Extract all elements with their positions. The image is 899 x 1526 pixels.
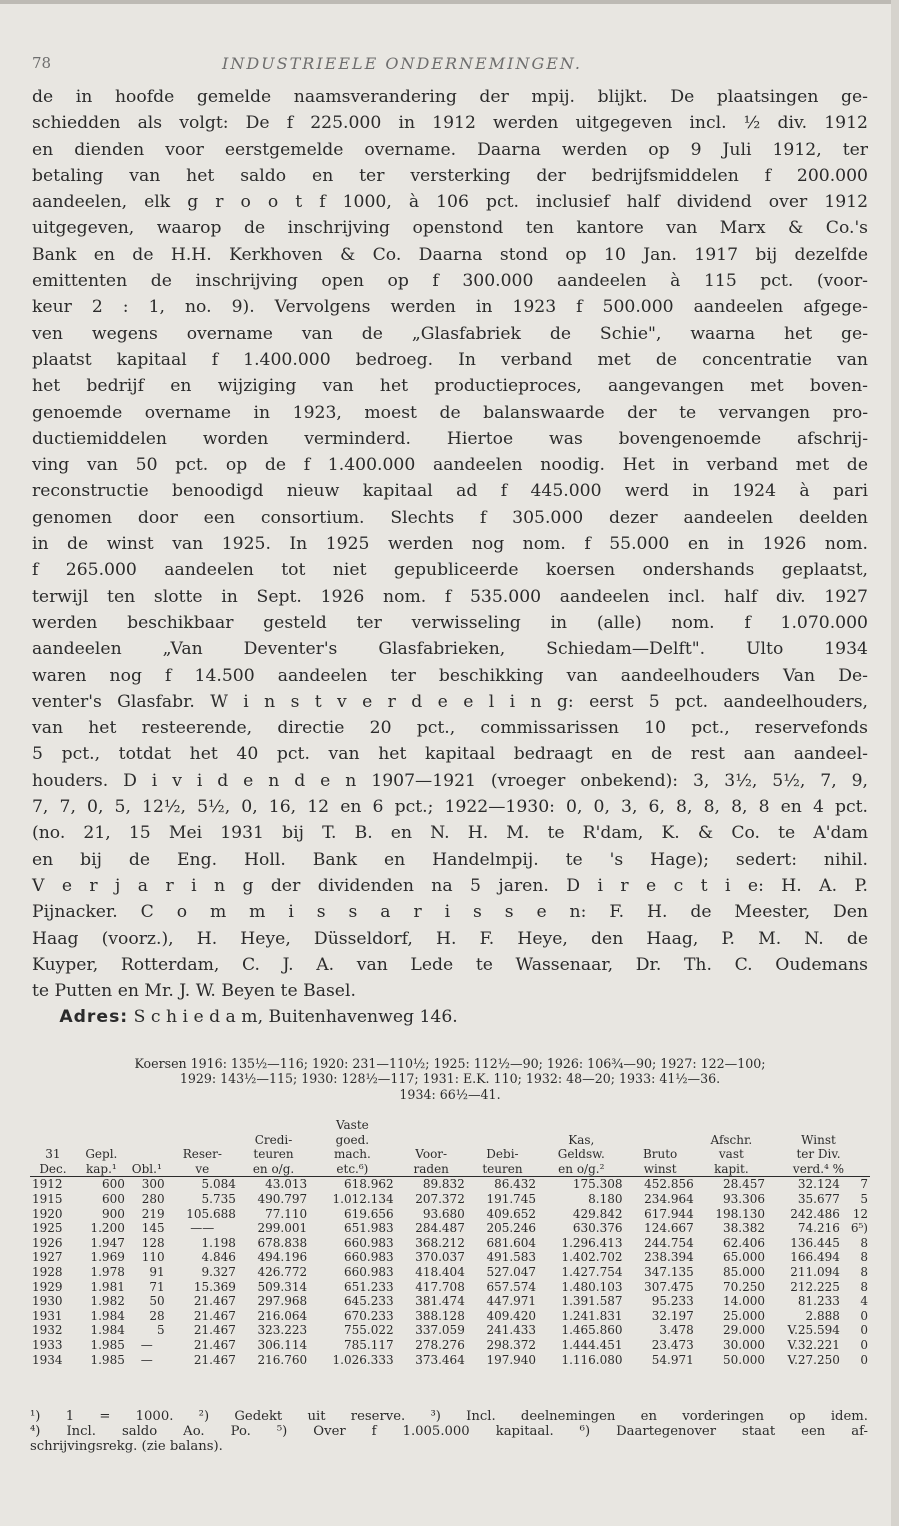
body-line: uitgegeven, waarop de inschrijving openstond ten kantore van Marx & Co.'s bbox=[32, 218, 868, 239]
table-cell: 426.772 bbox=[257, 1264, 308, 1279]
table-cell: —— bbox=[190, 1221, 215, 1236]
table-cell: 651.983 bbox=[343, 1221, 394, 1236]
table-cell: 136.445 bbox=[790, 1235, 840, 1250]
column-header: en o/g. bbox=[238, 1162, 309, 1177]
footnote-line: ¹) 1 = 1000. ²) Gedekt uit reserve. ³) Incl. deelnemingen en vorderingen op idem. bbox=[30, 1409, 868, 1424]
table-cell: 8 bbox=[860, 1235, 868, 1250]
column-header bbox=[467, 1118, 538, 1133]
table-cell: 381.474 bbox=[415, 1294, 465, 1309]
column-header: Debi- bbox=[486, 1147, 519, 1162]
table-cell: 1.985 bbox=[90, 1352, 125, 1367]
table-cell: 509.314 bbox=[257, 1279, 308, 1294]
table-cell: 337.059 bbox=[415, 1323, 465, 1338]
column-header: verd.⁴ % bbox=[767, 1162, 870, 1177]
table-cell: 300 bbox=[141, 1177, 165, 1192]
table-cell: 216.064 bbox=[257, 1308, 308, 1323]
table-cell: — bbox=[140, 1352, 153, 1367]
body-line: Pijnacker. C o m m i s s a r i s s e n: F. H. de Meester, Den bbox=[32, 902, 868, 923]
table-cell: 32.124 bbox=[797, 1177, 840, 1192]
column-header bbox=[127, 1133, 167, 1148]
table-cell: 70.250 bbox=[722, 1279, 765, 1294]
table-cell: 30.000 bbox=[722, 1337, 765, 1352]
column-header bbox=[30, 1118, 76, 1133]
table-cell: 1933 bbox=[32, 1337, 63, 1352]
table-cell: 409.420 bbox=[486, 1308, 537, 1323]
column-header: ve bbox=[167, 1162, 238, 1177]
column-header: raden bbox=[396, 1162, 467, 1177]
body-line: en dienden voor eerstgemelde overname. Daarna werden op 9 Juli 1912, ter bbox=[32, 139, 868, 160]
table-cell: 21.467 bbox=[193, 1308, 236, 1323]
table-cell: 14.000 bbox=[722, 1294, 765, 1309]
body-line: 5 pct., totdat het 40 pct. van het kapitaal bedraagt en de rest aan aandeel- bbox=[32, 744, 868, 765]
table-cell: 755.022 bbox=[343, 1323, 394, 1338]
table-cell: 21.467 bbox=[193, 1337, 236, 1352]
table-cell: 1.012.134 bbox=[332, 1191, 394, 1206]
table-cell: 197.940 bbox=[486, 1352, 537, 1367]
table-cell: 447.971 bbox=[486, 1294, 537, 1309]
column-header bbox=[127, 1118, 167, 1133]
body-line: waren nog f 14.500 aandeelen ter beschikking van aandeelhouders Van De- bbox=[32, 665, 868, 686]
table-cell: 8.180 bbox=[588, 1191, 623, 1206]
column-header: vast bbox=[718, 1147, 744, 1162]
table-cell: 417.708 bbox=[415, 1279, 465, 1294]
column-header: Credi- bbox=[254, 1132, 293, 1147]
body-line: 7, 7, 0, 5, 12½, 5½, 0, 16, 12 en 6 pct.; 1922—1930: 0, 0, 3, 6, 8, 8, 8, 8 en 4 pct. bbox=[32, 797, 868, 818]
column-header: teuren bbox=[253, 1147, 294, 1162]
table-cell: 1931 bbox=[32, 1308, 63, 1323]
body-line: (no. 21, 15 Mei 1931 bij T. B. en N. H. M. te R'dam, K. & Co. te A'dam bbox=[32, 823, 868, 844]
table-cell: 306.114 bbox=[257, 1337, 308, 1352]
column-header: Kas, bbox=[568, 1132, 595, 1147]
column-header bbox=[127, 1147, 167, 1162]
table-cell: 81.233 bbox=[797, 1294, 840, 1309]
price-history bbox=[32, 1056, 868, 1102]
page-header bbox=[32, 54, 872, 82]
table-cell: 71 bbox=[149, 1279, 165, 1294]
table-cell: 241.433 bbox=[486, 1323, 537, 1338]
column-header: en o/g.² bbox=[538, 1162, 624, 1177]
table-cell: 651.233 bbox=[343, 1279, 394, 1294]
table-cell: 1.947 bbox=[90, 1235, 125, 1250]
table-cell: 1.444.451 bbox=[561, 1337, 623, 1352]
body-line: V e r j a r i n g der dividenden na 5 jaren. D i r e c t i e: H. A. P. bbox=[32, 875, 868, 896]
table-cell: 1928 bbox=[32, 1264, 63, 1279]
body-line: reconstructie benoodigd nieuw kapitaal ad f 445.000 werd in 1924 à pari bbox=[32, 481, 868, 502]
body-line: genomen door een consortium. Slechts f 305.000 dezer aandeelen deelden bbox=[32, 507, 868, 528]
body-line: Bank en de H.H. Kerkhoven & Co. Daarna stond op 10 Jan. 1917 bij dezelfde bbox=[32, 244, 868, 265]
column-header bbox=[696, 1118, 767, 1133]
table-cell: 491.583 bbox=[486, 1250, 537, 1265]
body-line: ving van 50 pct. op de f 1.400.000 aandeelen noodig. Het in verband met de bbox=[32, 455, 868, 476]
body-line: betaling van het saldo en ter versterking der bedrijfsmiddelen f 200.000 bbox=[32, 165, 868, 186]
table-row bbox=[30, 1192, 870, 1207]
body-line: van het resteerende, directie 20 pct., commissarissen 10 pct., reservefonds bbox=[32, 718, 868, 739]
table-cell: 0 bbox=[860, 1308, 868, 1323]
column-header bbox=[30, 1133, 76, 1148]
table-cell: 25.000 bbox=[722, 1308, 765, 1323]
table-cell: — bbox=[140, 1337, 153, 1352]
header-row bbox=[30, 1147, 870, 1162]
table-row bbox=[30, 1294, 870, 1309]
table-cell: 618.962 bbox=[343, 1177, 394, 1192]
table-cell: 50.000 bbox=[722, 1352, 765, 1367]
table-cell: V.32.221 bbox=[787, 1337, 840, 1352]
table-cell: 8 bbox=[860, 1250, 868, 1265]
table-cell: 657.574 bbox=[486, 1279, 537, 1294]
page-top-edge bbox=[0, 0, 899, 4]
table-cell: 1.200 bbox=[90, 1221, 125, 1236]
table-cell: 212.225 bbox=[790, 1279, 840, 1294]
table-cell: 1.969 bbox=[90, 1250, 125, 1265]
column-header: goed. bbox=[335, 1132, 370, 1147]
table-cell: 234.964 bbox=[644, 1191, 694, 1206]
table-cell: 1.981 bbox=[90, 1279, 125, 1294]
column-header: Winst bbox=[801, 1132, 836, 1147]
body-line: houders. D i v i d e n d e n 1907—1921 (vroeger onbekend): 3, 3½, 5½, 7, 9, bbox=[32, 770, 868, 791]
table-cell: 388.128 bbox=[415, 1308, 465, 1323]
table-cell: 284.487 bbox=[415, 1221, 465, 1236]
table-cell: 1912 bbox=[32, 1177, 63, 1192]
table-row bbox=[30, 1236, 870, 1251]
table-cell: 347.135 bbox=[644, 1264, 694, 1279]
page-right-edge bbox=[891, 0, 899, 1526]
table-cell: 91 bbox=[149, 1264, 165, 1279]
body-line: de in hoofde gemelde naamsverandering der mpij. blijkt. De plaatsingen ge- bbox=[32, 87, 868, 107]
table-cell: 38.382 bbox=[722, 1221, 765, 1236]
column-header bbox=[625, 1118, 696, 1133]
footnote-line: schrijvingsrekg. (zie balans). bbox=[30, 1439, 223, 1455]
table-cell: 678.838 bbox=[257, 1235, 308, 1250]
table-cell: 681.604 bbox=[486, 1235, 537, 1250]
table-cell: 1.985 bbox=[90, 1337, 125, 1352]
table-cell: 1.978 bbox=[90, 1264, 125, 1279]
table-cell: 1930 bbox=[32, 1294, 63, 1309]
table-cell: 211.094 bbox=[790, 1264, 840, 1279]
table-cell: 110 bbox=[141, 1250, 165, 1265]
footnote-line: ⁴) Incl. saldo Ao. Po. ⁵) Over f 1.005.000 kapitaal. ⁶) Daartegenover staat een af- bbox=[30, 1424, 868, 1440]
table-cell: 617.944 bbox=[644, 1206, 694, 1221]
table-cell: 95.233 bbox=[651, 1294, 694, 1309]
table-cell: 1926 bbox=[32, 1235, 63, 1250]
table-cell: 297.968 bbox=[257, 1294, 308, 1309]
table-cell: 205.246 bbox=[486, 1221, 537, 1236]
table-cell: 207.372 bbox=[415, 1191, 465, 1206]
table-cell: 3.478 bbox=[659, 1323, 694, 1338]
table-cell: 660.983 bbox=[343, 1235, 394, 1250]
body-line: aandeelen „Van Deventer's Glasfabrieken, Schiedam—Delft". Ulto 1934 bbox=[32, 639, 868, 660]
column-header: mach. bbox=[333, 1147, 371, 1162]
table-cell: 1925 bbox=[32, 1221, 63, 1236]
table-cell: V.25.594 bbox=[787, 1323, 840, 1338]
table-cell: 5 bbox=[157, 1323, 165, 1338]
body-line: werden beschikbaar gesteld ter verwisseling in (alle) nom. f 1.070.000 bbox=[32, 612, 868, 633]
table-cell: 409.652 bbox=[486, 1206, 537, 1221]
table-cell: 1.465.860 bbox=[561, 1323, 623, 1338]
table-cell: 1.984 bbox=[90, 1323, 125, 1338]
table-cell: 191.745 bbox=[486, 1191, 537, 1206]
table-cell: 1934 bbox=[32, 1352, 63, 1367]
column-header: Obl.¹ bbox=[127, 1162, 167, 1177]
table-cell: 0 bbox=[860, 1337, 868, 1352]
table-cell: 1932 bbox=[32, 1323, 63, 1338]
header-row bbox=[30, 1162, 870, 1177]
table-cell: 645.233 bbox=[343, 1294, 394, 1309]
table-cell: 124.667 bbox=[644, 1221, 694, 1236]
table-cell: 370.037 bbox=[415, 1250, 465, 1265]
table-cell: 323.223 bbox=[257, 1323, 308, 1338]
address-line bbox=[32, 1004, 868, 1030]
body-line: ductiemiddelen worden verminderd. Hiertoe was bovengenoemde afschrij- bbox=[32, 428, 868, 449]
table-cell: 1.116.080 bbox=[561, 1352, 623, 1367]
footnotes bbox=[30, 1409, 868, 1455]
table-cell: 494.196 bbox=[257, 1250, 308, 1265]
table-cell: 1.982 bbox=[90, 1294, 125, 1309]
column-header bbox=[238, 1118, 309, 1133]
column-header: etc.⁶) bbox=[309, 1162, 395, 1177]
table-cell: 198.130 bbox=[715, 1206, 765, 1221]
page-number: 78 bbox=[32, 54, 52, 72]
body-line: het bedrijf en wijziging van het productieproces, aangevangen met boven- bbox=[32, 376, 868, 397]
table-cell: 8 bbox=[860, 1264, 868, 1279]
table-cell: 77.110 bbox=[265, 1206, 308, 1221]
table-cell: 35.677 bbox=[797, 1191, 840, 1206]
body-line: Kuyper, Rotterdam, C. J. A. van Lede te Wassenaar, Dr. Th. C. Oudemans bbox=[32, 954, 868, 975]
table-cell: 1.198 bbox=[201, 1235, 236, 1250]
table-cell: 5 bbox=[860, 1191, 868, 1206]
table-cell: 2.888 bbox=[805, 1308, 840, 1323]
table-cell: 7 bbox=[860, 1177, 868, 1192]
table-cell: 280 bbox=[141, 1191, 165, 1206]
column-header bbox=[767, 1118, 870, 1133]
header-row bbox=[30, 1133, 870, 1148]
table-cell: 0 bbox=[860, 1323, 868, 1338]
table-cell: 28 bbox=[149, 1308, 165, 1323]
table-cell: 1.984 bbox=[90, 1308, 125, 1323]
table-cell: 527.047 bbox=[486, 1264, 537, 1279]
column-header: Dec. bbox=[30, 1162, 76, 1177]
table-row bbox=[30, 1177, 870, 1192]
table-row bbox=[30, 1280, 870, 1295]
table-cell: 12 bbox=[852, 1206, 868, 1221]
column-header bbox=[76, 1118, 127, 1133]
body-line: Haag (voorz.), H. Heye, Düsseldorf, H. F. Heye, den Haag, P. M. N. de bbox=[32, 928, 868, 949]
table-header bbox=[30, 1118, 870, 1177]
financial-table bbox=[30, 1118, 870, 1367]
column-header bbox=[396, 1133, 467, 1148]
table-cell: 50 bbox=[149, 1294, 165, 1309]
table-cell: 145 bbox=[141, 1221, 165, 1236]
table-cell: 62.406 bbox=[722, 1235, 765, 1250]
running-title: INDUSTRIEELE ONDERNEMINGEN. bbox=[222, 54, 582, 73]
body-line: venter's Glasfabr. W i n s t v e r d e e l i n g: eerst 5 pct. aandeelhouders, bbox=[32, 691, 868, 712]
column-header: kapit. bbox=[696, 1162, 767, 1177]
body-line: emittenten de inschrijving open op f 300.000 aandeelen à 115 pct. (voor- bbox=[32, 271, 868, 292]
column-header: winst bbox=[625, 1162, 696, 1177]
table-cell: 429.842 bbox=[572, 1206, 623, 1221]
table-cell: 43.013 bbox=[265, 1177, 308, 1192]
table-cell: 660.983 bbox=[343, 1250, 394, 1265]
table-cell: 278.276 bbox=[415, 1337, 465, 1352]
table-cell: 900 bbox=[101, 1206, 125, 1221]
table-cell: 5.084 bbox=[201, 1177, 236, 1192]
body-line: genoemde overname in 1923, moest de balanswaarde der te vervangen pro- bbox=[32, 402, 868, 423]
column-header bbox=[625, 1133, 696, 1148]
column-header: Bruto bbox=[642, 1147, 678, 1162]
table-row bbox=[30, 1250, 870, 1265]
table-cell: 21.467 bbox=[193, 1352, 236, 1367]
table-cell: 15.369 bbox=[193, 1279, 236, 1294]
table-cell: 175.308 bbox=[572, 1177, 623, 1192]
table-cell: 1.427.754 bbox=[561, 1264, 623, 1279]
table-cell: 1.391.587 bbox=[561, 1294, 623, 1309]
table-cell: 619.656 bbox=[343, 1206, 394, 1221]
table-cell: 105.688 bbox=[186, 1206, 236, 1221]
column-header: Reser- bbox=[182, 1147, 222, 1162]
column-header: Voor- bbox=[415, 1147, 448, 1162]
price-history-line: 1934: 66½—41. bbox=[399, 1086, 501, 1102]
body-line: aandeelen, elk g r o o t f 1000, à 106 pct. inclusief half dividend over 1912 bbox=[32, 192, 868, 213]
price-history-line: 1929: 143½—115; 1930: 128½—117; 1931: E.K. 110; 1932: 48—20; 1933: 41½—36. bbox=[179, 1071, 721, 1087]
table-cell: 418.404 bbox=[415, 1264, 465, 1279]
body-line: f 265.000 aandeelen tot niet gepubliceerde koersen ondershands geplaatst, bbox=[32, 560, 868, 581]
table-row bbox=[30, 1323, 870, 1338]
table-row bbox=[30, 1338, 870, 1353]
body-line: keur 2 : 1, no. 9). Vervolgens werden in 1923 f 500.000 aandeelen afgege- bbox=[32, 297, 868, 318]
column-header: Afschr. bbox=[710, 1132, 753, 1147]
body-line: schiedden als volgt: De f 225.000 in 1912 werden uitgegeven incl. ½ div. 1912 bbox=[32, 113, 868, 134]
table-cell: 1920 bbox=[32, 1206, 63, 1221]
table-cell: 0 bbox=[860, 1352, 868, 1367]
table-cell: 1.241.831 bbox=[561, 1308, 623, 1323]
table-cell: 8 bbox=[860, 1279, 868, 1294]
table-cell: 9.327 bbox=[201, 1264, 236, 1279]
price-history-line: Koersen 1916: 135½—116; 1920: 231—110½; 1925: 112½—90; 1926: 106¾—90; 1927: 122—100; bbox=[134, 1056, 766, 1071]
body-text bbox=[32, 84, 868, 1031]
table-cell: 600 bbox=[101, 1177, 125, 1192]
table-cell: 452.856 bbox=[644, 1177, 694, 1192]
table-cell: 21.467 bbox=[193, 1294, 236, 1309]
table-row bbox=[30, 1265, 870, 1280]
table-cell: 74.216 bbox=[797, 1221, 840, 1236]
table-cell: 128 bbox=[141, 1235, 165, 1250]
table-cell: 660.983 bbox=[343, 1264, 394, 1279]
table-cell: 4.846 bbox=[201, 1250, 236, 1265]
table-cell: 630.376 bbox=[572, 1221, 623, 1236]
table-cell: 89.832 bbox=[422, 1177, 465, 1192]
table-cell: 1.026.333 bbox=[332, 1352, 394, 1367]
table-cell: 373.464 bbox=[415, 1352, 465, 1367]
table-cell: 93.306 bbox=[722, 1191, 765, 1206]
body-line: in de winst van 1925. In 1925 werden nog nom. f 55.000 en in 1926 nom. bbox=[32, 534, 868, 555]
table-cell: 1927 bbox=[32, 1250, 63, 1265]
body-line: ven wegens overname van de „Glasfabriek de Schie", waarna het ge- bbox=[32, 323, 868, 344]
table-cell: 244.754 bbox=[644, 1235, 694, 1250]
table-cell: 1.296.413 bbox=[561, 1235, 623, 1250]
table-cell: 28.457 bbox=[722, 1177, 765, 1192]
column-header bbox=[467, 1133, 538, 1148]
table-cell: V.27.250 bbox=[787, 1352, 840, 1367]
table-cell: 242.486 bbox=[790, 1206, 840, 1221]
table-cell: 54.971 bbox=[651, 1352, 694, 1367]
table-row bbox=[30, 1207, 870, 1222]
table-cell: 670.233 bbox=[343, 1308, 394, 1323]
column-header bbox=[396, 1118, 467, 1133]
column-header: ter Div. bbox=[796, 1147, 841, 1162]
table-body bbox=[30, 1177, 870, 1367]
table-cell: 219 bbox=[141, 1206, 165, 1221]
table-cell: 1.402.702 bbox=[561, 1250, 623, 1265]
table-cell: 1915 bbox=[32, 1191, 63, 1206]
table-cell: 65.000 bbox=[722, 1250, 765, 1265]
column-header bbox=[76, 1133, 127, 1148]
table-cell: 32.197 bbox=[651, 1308, 694, 1323]
table-cell: 238.394 bbox=[644, 1250, 694, 1265]
column-header bbox=[167, 1118, 238, 1133]
table-cell: 23.473 bbox=[651, 1337, 694, 1352]
table-cell: 785.117 bbox=[343, 1337, 394, 1352]
body-line: en bij de Eng. Holl. Bank en Handelmpij. te 's Hage); sedert: nihil. bbox=[32, 849, 868, 870]
table-cell: 298.372 bbox=[486, 1337, 537, 1352]
table-cell: 1.480.103 bbox=[561, 1279, 623, 1294]
table-cell: 1929 bbox=[32, 1279, 63, 1294]
column-header: 31 bbox=[45, 1147, 61, 1162]
body-line: te Putten en Mr. J. W. Beyen te Basel. bbox=[32, 981, 356, 1002]
table-cell: 299.001 bbox=[257, 1221, 308, 1236]
table-cell: 490.797 bbox=[257, 1191, 308, 1206]
column-header bbox=[538, 1118, 624, 1133]
table-cell: 600 bbox=[101, 1191, 125, 1206]
column-header: kap.¹ bbox=[76, 1162, 127, 1177]
table-cell: 4 bbox=[860, 1294, 868, 1309]
column-header bbox=[167, 1133, 238, 1148]
body-line: plaatst kapitaal f 1.400.000 bedroeg. In verband met de concentratie van bbox=[32, 349, 868, 370]
table-row bbox=[30, 1353, 870, 1368]
table-cell: 5.735 bbox=[201, 1191, 236, 1206]
table-cell: 29.000 bbox=[722, 1323, 765, 1338]
body-line: terwijl ten slotte in Sept. 1926 nom. f 535.000 aandeelen incl. half div. 1927 bbox=[32, 586, 868, 607]
table-row bbox=[30, 1221, 870, 1236]
table-cell: 307.475 bbox=[644, 1279, 694, 1294]
table-row bbox=[30, 1309, 870, 1324]
table-cell: 86.432 bbox=[494, 1177, 537, 1192]
table-cell: 21.467 bbox=[193, 1323, 236, 1338]
column-header: Geldsw. bbox=[557, 1147, 605, 1162]
table-cell: 216.760 bbox=[257, 1352, 308, 1367]
table-cell: 85.000 bbox=[722, 1264, 765, 1279]
header-row bbox=[30, 1118, 870, 1133]
address-label: Adres: bbox=[59, 1007, 129, 1028]
column-header: Gepl. bbox=[85, 1147, 118, 1162]
table-cell: 166.494 bbox=[790, 1250, 840, 1265]
table-cell: 368.212 bbox=[415, 1235, 465, 1250]
column-header: Vaste bbox=[335, 1118, 369, 1132]
table-cell: 93.680 bbox=[422, 1206, 465, 1221]
table-cell: 6⁵) bbox=[850, 1221, 868, 1236]
address-value: S c h i e d a m, Buitenhavenweg 146. bbox=[133, 1007, 458, 1028]
column-header: teuren bbox=[467, 1162, 538, 1177]
